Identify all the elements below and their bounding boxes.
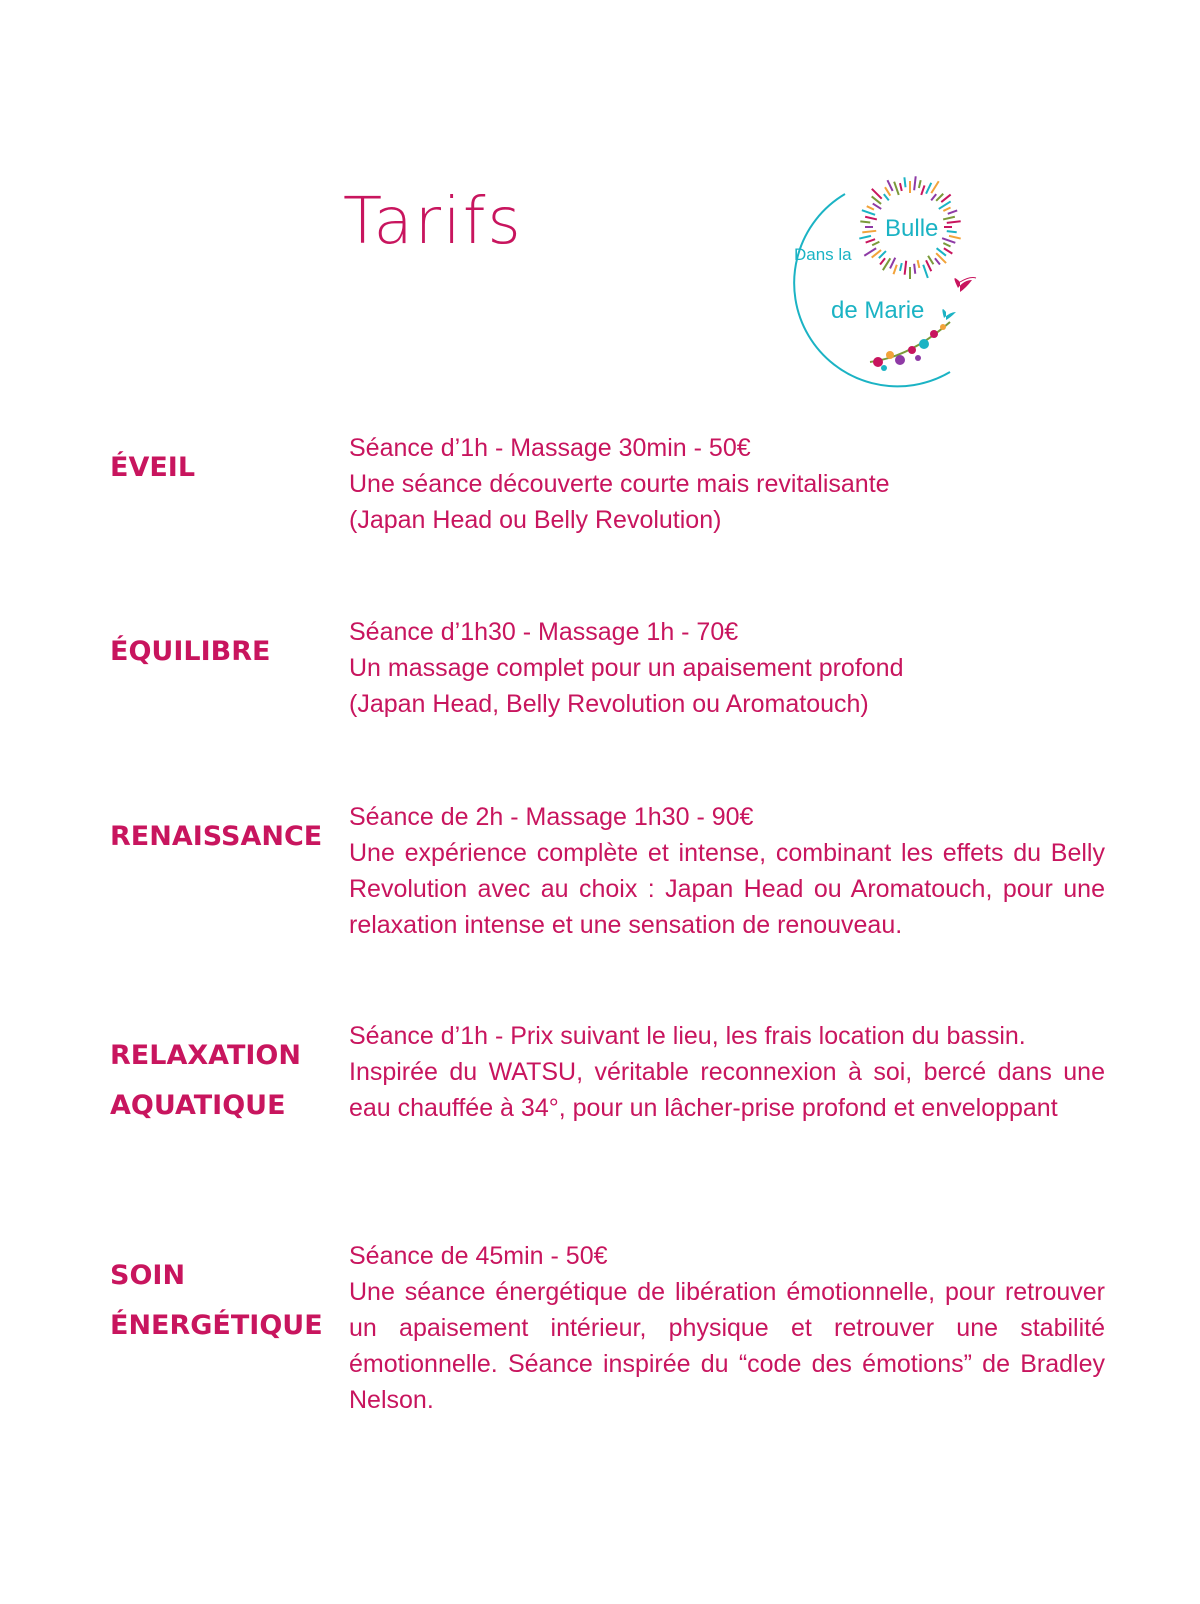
logo-burst-ray bbox=[900, 183, 902, 191]
brand-logo bbox=[794, 172, 1015, 397]
section-description-line: (Japan Head ou Belly Revolution) bbox=[349, 506, 722, 534]
logo-burst-ray bbox=[943, 243, 950, 246]
section-content bbox=[349, 614, 1105, 722]
logo-burst-ray bbox=[885, 187, 890, 195]
logo-burst-ray bbox=[880, 258, 885, 264]
logo-text-bulle: Bulle bbox=[885, 215, 939, 242]
section-label-line: AQUATIQUE bbox=[110, 1090, 286, 1121]
logo-burst-ray bbox=[935, 258, 940, 264]
logo-burst-ray bbox=[862, 231, 876, 233]
logo-burst-ray bbox=[873, 204, 881, 209]
section-description: Inspirée du WATSU, véritable reconnexion à soi, bercé dans une eau chauffée à 34°, pour un lâcher-prise profond et enveloppant bbox=[349, 1058, 1105, 1122]
logo-burst-ray bbox=[894, 182, 899, 195]
logo-burst-ray bbox=[928, 256, 933, 264]
logo-burst-ray bbox=[884, 194, 889, 200]
logo-burst-ray bbox=[926, 183, 931, 194]
section-label-line: RELAXATION bbox=[110, 1040, 301, 1071]
logo-burst-ray bbox=[936, 194, 943, 201]
section-label-line: ÉVEIL bbox=[110, 452, 196, 483]
section-content bbox=[349, 430, 1105, 538]
logo-burst-ray bbox=[914, 264, 915, 274]
section-details: Séance de 45min - 50€ bbox=[349, 1242, 608, 1270]
logo-text-dans-la: Dans la bbox=[794, 245, 852, 264]
logo-burst-ray bbox=[949, 236, 961, 239]
logo-burst-ray bbox=[918, 260, 920, 268]
section-label bbox=[110, 614, 340, 689]
logo-burst-ray bbox=[865, 217, 877, 220]
logo-burst-ray bbox=[926, 260, 931, 271]
butterfly-icon bbox=[954, 278, 976, 293]
logo-burst-ray bbox=[921, 185, 924, 194]
logo-burst-ray bbox=[893, 265, 896, 274]
logo-burst-ray bbox=[900, 263, 902, 271]
logo-burst-ray bbox=[948, 210, 957, 213]
section-description: Une expérience complète et intense, combinant les effets du Belly Revolution avec au choix : Japan Head ou Aromatouch, pour une relaxation intense et une sensation de renouveau. bbox=[349, 839, 1105, 939]
logo-burst-ray bbox=[947, 231, 957, 232]
section-details: Séance d’1h - Prix suivant le lieu, les frais location du bassin. bbox=[349, 1022, 1026, 1050]
section-description-line: (Japan Head, Belly Revolution ou Aromatouch) bbox=[349, 690, 869, 718]
logo-graphic bbox=[794, 172, 1015, 397]
section-content bbox=[349, 799, 1105, 943]
logo-burst-ray bbox=[944, 248, 952, 253]
section-label-line: SOIN bbox=[110, 1260, 186, 1291]
page-title: Tarifs bbox=[343, 185, 523, 259]
section-label-line: ÉNERGÉTIQUE bbox=[110, 1310, 323, 1341]
section-label-line: RENAISSANCE bbox=[110, 821, 323, 852]
section-label bbox=[110, 430, 340, 505]
butterfly-icon bbox=[942, 309, 956, 320]
logo-burst-ray bbox=[947, 221, 961, 223]
logo-burst-ray bbox=[931, 194, 936, 200]
section-details: Séance d’1h30 - Massage 1h - 70€ bbox=[349, 618, 739, 646]
logo-burst-ray bbox=[866, 239, 875, 242]
logo-burst-ray bbox=[923, 265, 928, 278]
logo-burst-ray bbox=[862, 210, 875, 215]
section-label-line: ÉQUILIBRE bbox=[110, 636, 271, 667]
section-details: Séance d’1h - Massage 30min - 50€ bbox=[349, 434, 751, 462]
logo-burst-ray bbox=[887, 180, 892, 191]
flower-branch-icon bbox=[870, 322, 950, 371]
section-details: Séance de 2h - Massage 1h30 - 90€ bbox=[349, 803, 754, 831]
logo-text-de-marie: de Marie bbox=[831, 297, 925, 324]
section-label bbox=[110, 799, 340, 874]
logo-burst-ray bbox=[931, 181, 938, 193]
section-content bbox=[349, 1238, 1105, 1418]
section-label bbox=[110, 1238, 340, 1363]
logo-burst-ray bbox=[943, 217, 955, 220]
logo-burst-ray bbox=[943, 207, 950, 210]
logo-burst-ray bbox=[859, 236, 871, 239]
section-description-line: Un massage complet pour un apaisement profond bbox=[349, 654, 904, 682]
logo-burst-ray bbox=[860, 221, 870, 222]
logo-burst-ray bbox=[867, 206, 874, 209]
section-content bbox=[349, 1018, 1105, 1126]
logo-burst-ray bbox=[872, 242, 879, 245]
section-description: Une séance énergétique de libération émotionnelle, pour retrouver un apaisement intérieur, physique et retrouver une stabilité émotionnelle. Séance inspirée du “code des émotions” de Bradley Nelson. bbox=[349, 1278, 1105, 1414]
section-label bbox=[110, 1018, 340, 1143]
section-description-line: Une séance découverte courte mais revitalisante bbox=[349, 470, 890, 498]
logo-burst-ray bbox=[919, 180, 921, 188]
logo-burst-ray bbox=[905, 261, 907, 275]
logo-burst-ray bbox=[942, 238, 955, 243]
logo-burst-ray bbox=[904, 177, 905, 187]
logo-burst-ray bbox=[914, 176, 916, 190]
